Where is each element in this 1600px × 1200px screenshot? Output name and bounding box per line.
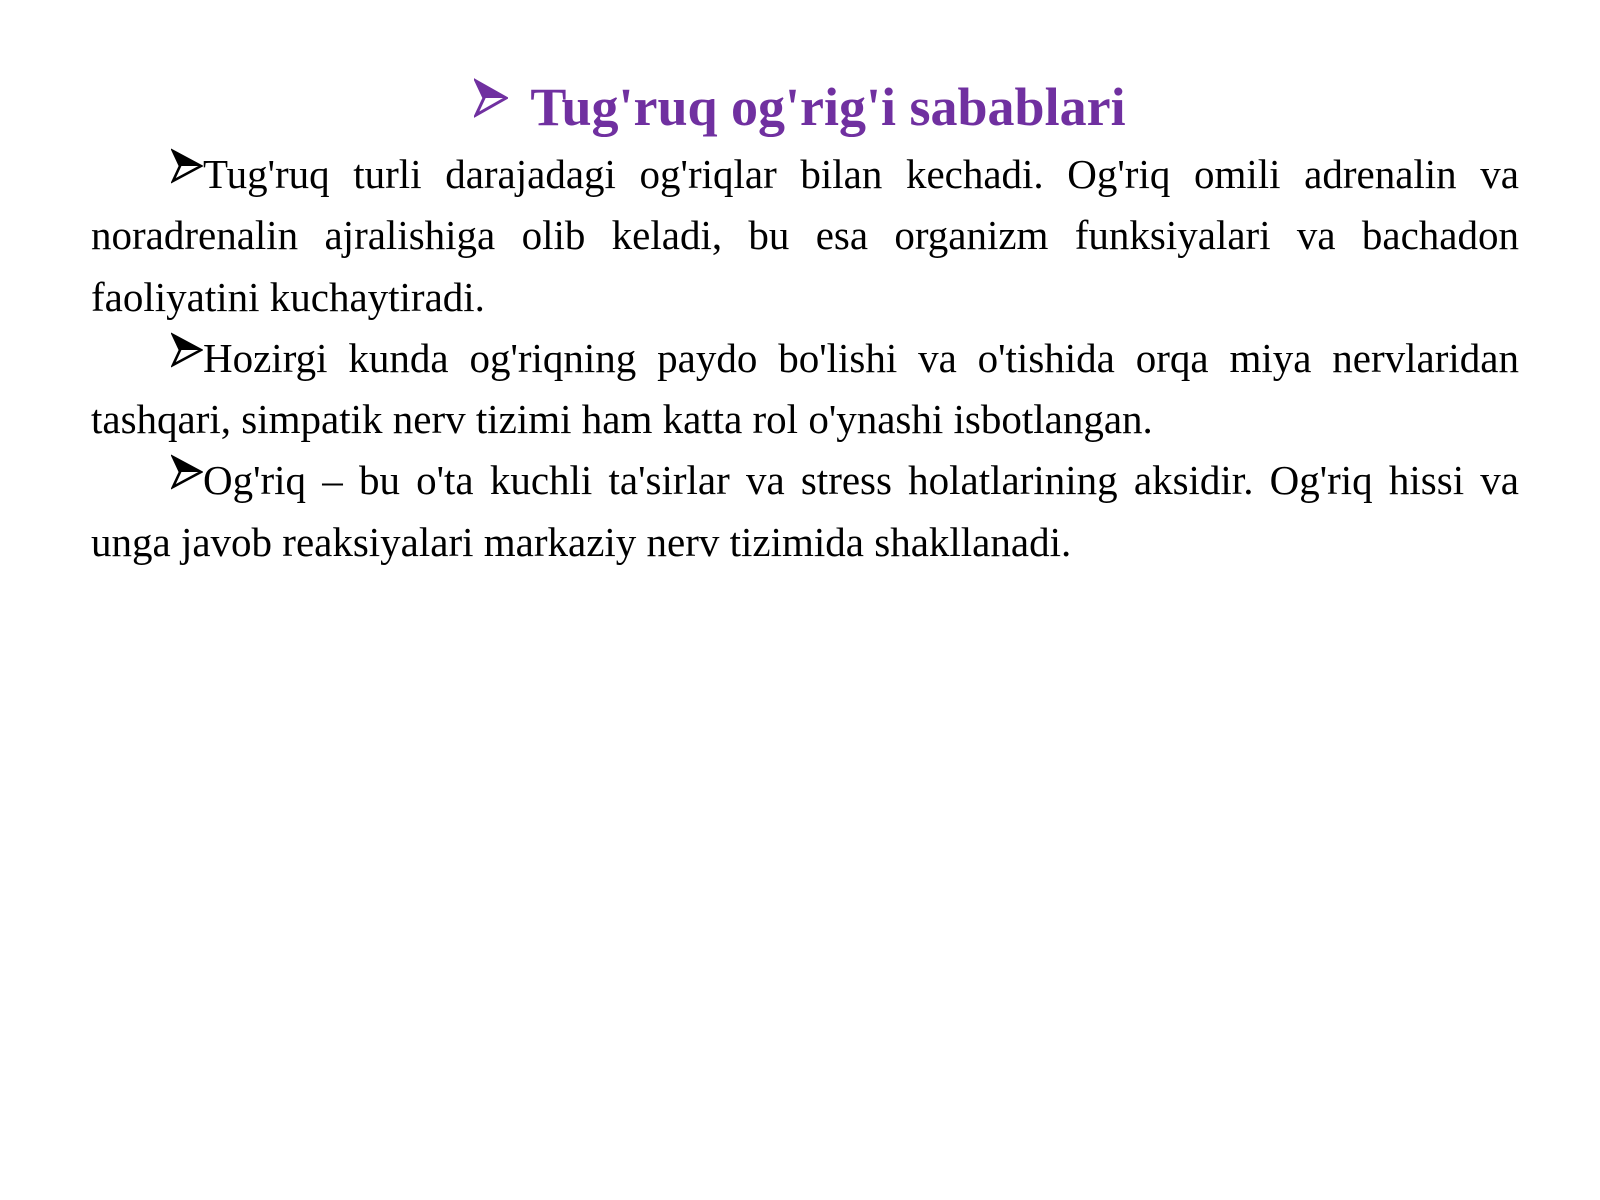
bullet-paragraph [91, 328, 1519, 451]
arrow-bullet-icon [171, 332, 203, 368]
slide-title: Tug'ruq og'rig'i sabablari [530, 77, 1126, 137]
arrow-bullet-icon [171, 454, 203, 490]
slide-body [91, 144, 1519, 573]
bullet-paragraph-text: Hozirgi kunda og'riqning paydo bo'lishi va o'tishida orqa miya nervlaridan tashqari, simpatik nerv tizimi ham katta rol o'ynashi isbotlangan. [91, 334, 1519, 443]
bullet-paragraph-text: Tug'ruq turli darajadagi og'riqlar bilan kechadi. Og'riq omili adrenalin va noradrenalin ajralishiga olib keladi, bu esa organizm funksiyalari va bachadon faoliyatini kuchaytiradi. [91, 151, 1519, 320]
bullet-paragraph-text: Og'riq – bu o'ta kuchli ta'sirlar va stress holatlarining aksidir. Og'riq hissi va unga javob reaksiyalari markaziy nerv tizimida shakllanadi. [91, 457, 1519, 565]
arrow-bullet-icon [474, 78, 508, 118]
slide-title-row [0, 72, 1600, 142]
bullet-paragraph [91, 144, 1519, 328]
bullet-paragraph [91, 450, 1519, 573]
arrow-bullet-icon [171, 148, 203, 184]
